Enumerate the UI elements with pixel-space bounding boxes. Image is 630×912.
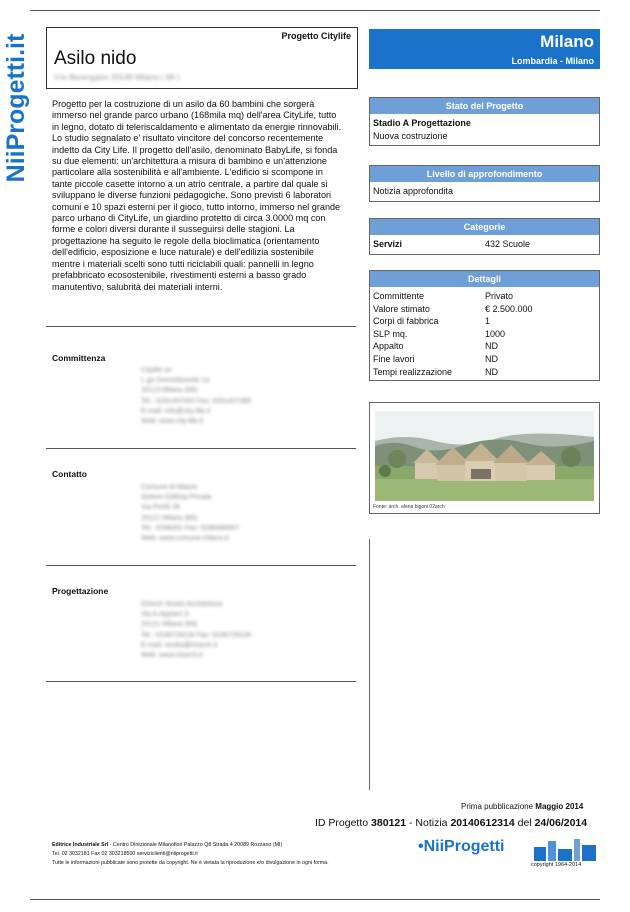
committenza-label: Committenza bbox=[52, 353, 106, 363]
brand-name: •NiiProgetti bbox=[418, 838, 505, 855]
divider bbox=[46, 326, 356, 327]
divider bbox=[46, 448, 356, 449]
photo-panel bbox=[369, 402, 600, 514]
categorie-key: Servizi bbox=[373, 239, 403, 249]
first-publication: Prima pubblicazione Maggio 2014 bbox=[461, 802, 584, 811]
dettagli-row: Valore stimato € 2.500.000 bbox=[373, 303, 533, 314]
divider bbox=[46, 565, 356, 566]
dettagli-panel bbox=[369, 270, 600, 381]
page-title: Asilo nido bbox=[54, 48, 137, 69]
stato-header: Stato del Progetto bbox=[370, 98, 599, 114]
livello-header: Livello di approfondimento bbox=[370, 166, 599, 182]
categorie-panel bbox=[369, 218, 600, 255]
contatto-details: Comune di Milano Settore Edilizia Privata Via Pirelli 39 20121 Milano (MI) Tel.: 0288451 Fax: 0288466907 Web: www.comune.milano.it bbox=[141, 484, 240, 543]
project-id-line: ID Progetto 380121 - Notizia 20140612314 del 24/06/2014 bbox=[315, 817, 588, 829]
top-rule bbox=[30, 10, 600, 11]
dettagli-row: Committente Privato bbox=[373, 291, 514, 301]
niiprogetti-logo[interactable]: NiiProgetti.it bbox=[2, 33, 30, 183]
project-label: Progetto Citylife bbox=[281, 31, 351, 41]
stato-type: Nuova costruzione bbox=[373, 130, 448, 141]
photo-credit: Fonte: arch. elena bigoni 02arch bbox=[373, 504, 445, 510]
address: V.le Berengario 20149 Milano ( MI ) bbox=[54, 73, 180, 82]
city: Milano bbox=[540, 32, 594, 51]
livello-value: Notizia approfondita bbox=[373, 186, 454, 196]
stato-stage: Stadio A Progettazione bbox=[373, 118, 471, 128]
dettagli-row: SLP mq. 1000 bbox=[373, 328, 506, 339]
progettazione-details: 02Arch Studio Architettura Via A.Appiani 3 20121 Milano (MI) Tel.: 0236728134 Fax: 0236728136 E-mail: studio@02arch.it Web: www.02arch.it bbox=[141, 601, 252, 660]
project-description: Progetto per la costruzione di un asilo da 60 bambini che sorgerà immerso nel grande parco urbano (168mila mq) dell'area CityLife, tutto in legno, dotato di teleriscaldamento e alimentato da energie rinnovabili. Lo studio segnalato e' risultato vincitore del concorso recentemente indetto da City Life. Il progetto dell'asilo, denominato BabyLife, si fonda su due elementi: un'architettura a misura di bambino e un'attenzione particolare alla sostenibilità e all'ambiente. L'edificio si scompone in tante piccole casette intorno a un atrio centrale, a partire dal quale si sviluppano le diverse funzioni pedagogiche. Sono previsti 6 laboratori comuni e 10 spazi esterni per il gioco, tutto intorno, immerso nel grande parco urbano di CityLife, un giardino protetto di circa 3.0000 mq con forme e colori diversi durante il susseguirsi delle stagioni. La progettazione ha seguito le regole della bioclimatica (orientamento dell'edificio, esposizione e luce naturale) e dell'edilizia sostenibile mentre i materiali scelti sono tutti riciclabili quali: pannelli in legno prefabbricato ecosostenibile, rivestimenti esterni a basso grado manutentivo, salubrità dei materiali interni. bbox=[52, 99, 342, 292]
progettazione-label: Progettazione bbox=[52, 586, 109, 596]
dettagli-row: Tempi realizzazione ND bbox=[373, 366, 498, 377]
footer: Editrice Industriale Srl - Centro Direzionale Milanofiori Palazzo Q8 Strada 4 20089 Rozzano (MI) Tel. 02 3032181 Fax 02 303218500 serviziclienti@niiprogetti.it Tutte le informazioni pubblicate sono protette da copyright. Ne è vietata la riproduzione e/o divulgazione in ogni forma. bbox=[52, 842, 329, 867]
divider bbox=[46, 681, 356, 682]
dettagli-row: Appalto ND bbox=[373, 341, 498, 352]
project-rendering-image bbox=[375, 411, 594, 501]
region: Lombardia - Milano bbox=[511, 56, 594, 66]
categorie-header: Categorie bbox=[370, 219, 599, 235]
copyright: copyright 1964-2014 bbox=[531, 862, 582, 868]
dettagli-row: Corpi di fabbrica 1 bbox=[373, 316, 491, 327]
brand-logo bbox=[418, 835, 600, 863]
livello-panel bbox=[369, 165, 600, 202]
dettagli-header: Dettagli bbox=[370, 271, 599, 287]
committenza-details: Citylife srl L.go Domodossola 1a 20123 Milano (MI) Tel.: 0291437300 Fax: 0291437380 E-mail: info@city-life.it Web: www.city-life.it bbox=[141, 367, 252, 426]
stato-panel bbox=[369, 97, 600, 146]
dettagli-row: Fine lavori ND bbox=[373, 353, 498, 364]
contatto-label: Contatto bbox=[52, 469, 87, 479]
location-box bbox=[369, 29, 600, 69]
bottom-rule bbox=[30, 899, 600, 900]
skyline-icon bbox=[534, 837, 600, 861]
categorie-value: 432 Scuole bbox=[485, 239, 531, 249]
title-box bbox=[46, 27, 358, 89]
column-divider bbox=[369, 539, 370, 790]
